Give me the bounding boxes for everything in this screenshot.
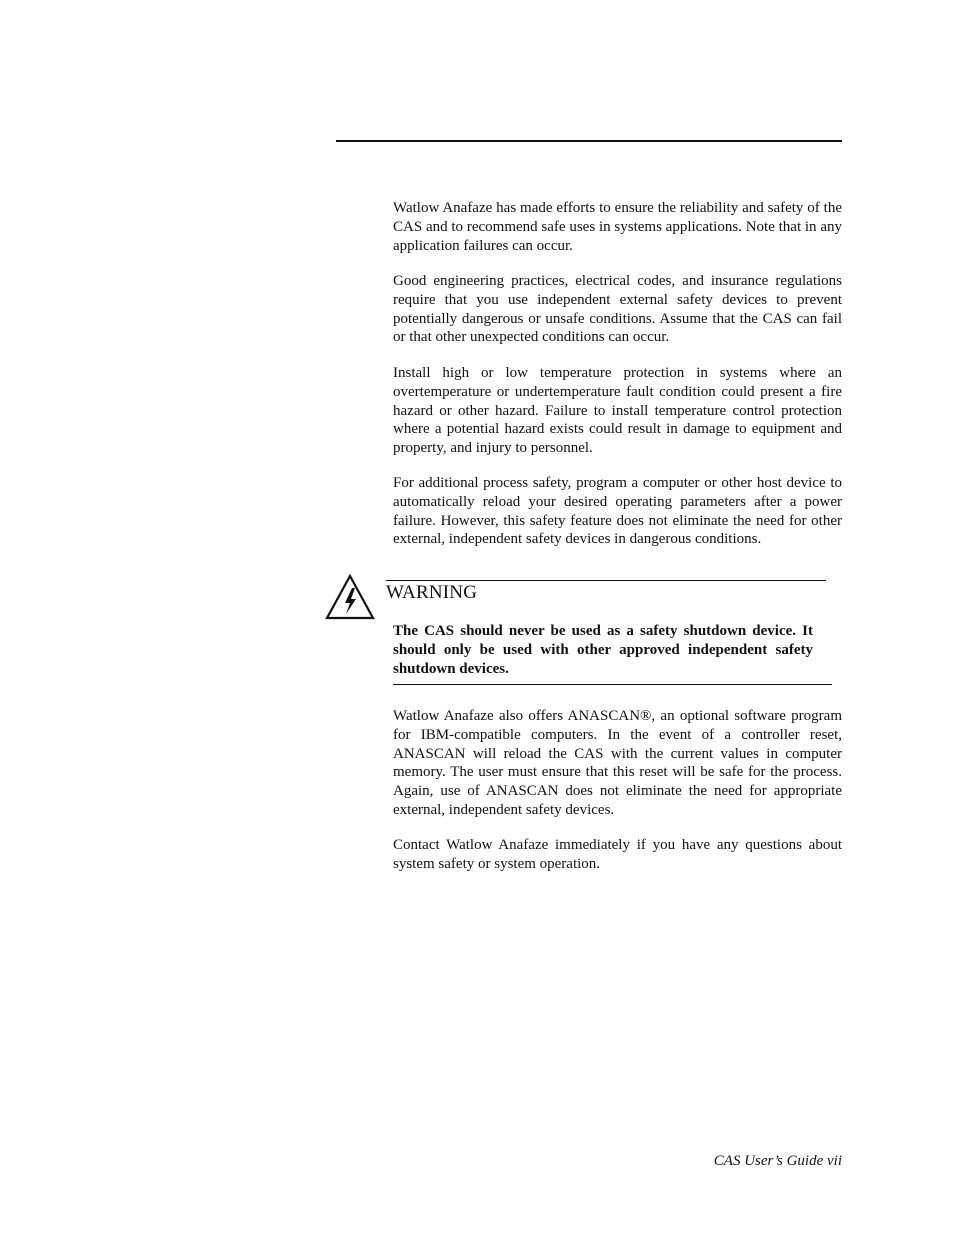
warning-text: The CAS should never be used as a safety shutdown device. It should only be used with other approved independent safety shutdown devices.	[393, 623, 813, 677]
paragraph-process-safety: For additional process safety, program a computer or other host device to automatically reload your desired operating parameters after a power failure. However, this safety feature does not eliminate the need for other external, independent safety devices in dangerous conditions.	[393, 475, 842, 548]
paragraph-contact: Contact Watlow Anafaze immediately if you have any questions about system safety or system operation.	[393, 837, 842, 872]
paragraph-engineering-practices: Good engineering practices, electrical codes, and insurance regulations require that you use independent external safety devices to prevent potentially dangerous or unsafe conditions. Assume that the CAS can fail or that other unexpected conditions can occur.	[393, 273, 842, 346]
paragraph-reliability: Watlow Anafaze has made efforts to ensure the reliability and safety of the CAS and to recommend safe uses in systems applications. Note that in any application failures can occur.	[393, 200, 842, 254]
page-footer: CAS User’s Guide vii	[713, 1153, 842, 1169]
warning-top-rule	[386, 580, 826, 581]
lightning-hazard-icon	[325, 574, 375, 620]
header-rule	[336, 140, 842, 142]
warning-bottom-rule	[393, 684, 832, 685]
paragraph-anascan: Watlow Anafaze also offers ANASCAN®, an optional software program for IBM-compatible computers. In the event of a controller reset, ANASCAN will reload the CAS with the current values in computer memory. The user must ensure that this reset will be safe for the process. Again, use of ANASCAN does not eliminate the need for appropriate external, independent safety devices.	[393, 708, 842, 818]
warning-heading: WARNING	[386, 582, 478, 603]
paragraph-temperature-protection: Install high or low temperature protection in systems where an overtemperature or undertemperature fault condition could present a fire hazard or other hazard. Failure to install temperature control protection where a potential hazard exists could result in damage to equipment and property, and injury to personnel.	[393, 365, 842, 457]
